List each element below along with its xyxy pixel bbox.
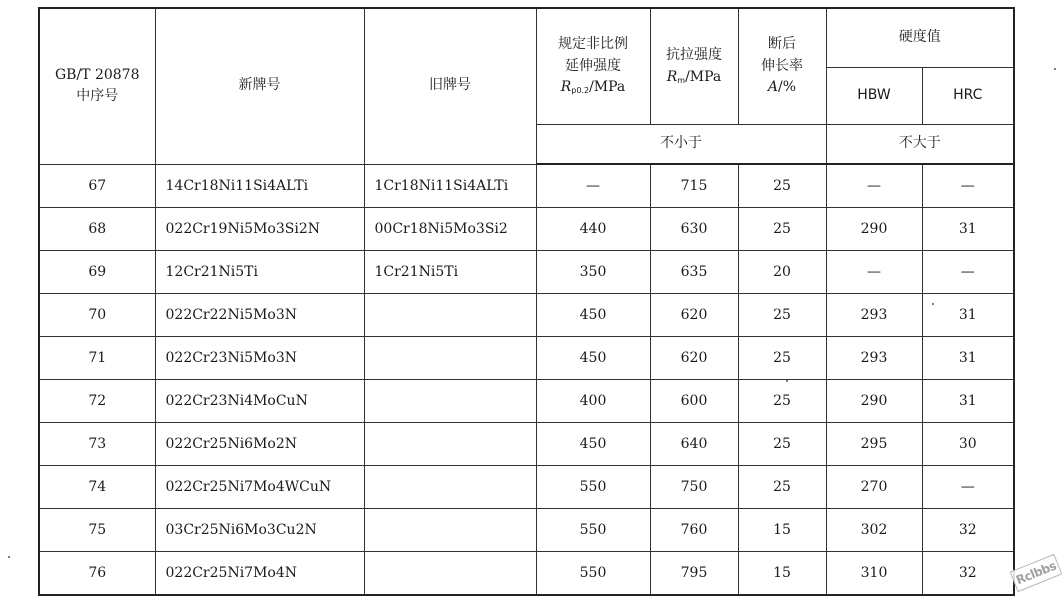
cell-hrc: 30 [922,423,1014,466]
header-hrc: HRC [922,68,1014,125]
table-row [39,337,1014,380]
cell-rm: 640 [650,423,738,466]
cell-old-grade [364,423,536,466]
cell-old-grade [364,466,536,509]
cell-seq: 69 [39,251,155,294]
cell-elongation: 25 [738,337,826,380]
cell-rp02: — [536,164,650,208]
header-elongation-unit: /% [778,79,797,96]
header-hbw: HBW [826,68,922,125]
cell-seq: 76 [39,552,155,596]
cell-seq: 75 [39,509,155,552]
scan-speck [1054,68,1056,70]
header-not-greater-than: 不大于 [826,125,1014,165]
cell-new-grade: 12Cr21Ni5Ti [155,251,364,294]
cell-elongation: 15 [738,509,826,552]
cell-seq: 68 [39,208,155,251]
cell-rp02: 450 [536,294,650,337]
cell-new-grade: 022Cr25Ni7Mo4WCuN [155,466,364,509]
cell-elongation: 25 [738,294,826,337]
header-standard-seq-label: 中序号 [76,88,119,105]
cell-elongation: 20 [738,251,826,294]
cell-elongation: 25 [738,466,826,509]
cell-hbw: 293 [826,294,922,337]
cell-old-grade [364,509,536,552]
header-elongation-line2: 伸长率 [761,57,803,74]
cell-hbw: 270 [826,466,922,509]
cell-seq: 72 [39,380,155,423]
cell-rm: 635 [650,251,738,294]
cell-rp02: 550 [536,509,650,552]
table-row [39,509,1014,552]
cell-rm: 630 [650,208,738,251]
scan-speck [932,303,934,305]
cell-seq: 70 [39,294,155,337]
header-elongation-line1: 断后 [768,35,796,52]
cell-old-grade: 1Cr21Ni5Ti [364,251,536,294]
table-row [39,552,1014,596]
header-tensile-unit: /MPa [685,68,722,85]
cell-elongation: 25 [738,380,826,423]
cell-old-grade [364,337,536,380]
cell-hrc: 31 [922,380,1014,423]
cell-old-grade [364,294,536,337]
steel-properties-table [38,7,1015,596]
header-yield-symbol-line [537,77,650,99]
table-row [39,380,1014,423]
table-row [39,466,1014,509]
cell-new-grade: 022Cr22Ni5Mo3N [155,294,364,337]
header-standard-seq [39,8,155,164]
header-yield-subscript: p0.2 [571,86,590,96]
cell-rm: 795 [650,552,738,596]
table-body [39,164,1014,595]
cell-hrc: — [922,466,1014,509]
table-header [39,8,1014,164]
cell-hbw: — [826,164,922,208]
cell-rm: 620 [650,294,738,337]
cell-rp02: 400 [536,380,650,423]
cell-old-grade: 00Cr18Ni5Mo3Si2 [364,208,536,251]
cell-rm: 760 [650,509,738,552]
header-tensile-subscript: m [677,75,686,85]
cell-new-grade: 14Cr18Ni11Si4ALTi [155,164,364,208]
table-row [39,251,1014,294]
cell-new-grade: 022Cr19Ni5Mo3Si2N [155,208,364,251]
header-elongation [738,8,826,125]
cell-seq: 73 [39,423,155,466]
cell-elongation: 25 [738,208,826,251]
cell-rp02: 450 [536,423,650,466]
watermark-logo: Rclbbs [1010,554,1062,592]
cell-rp02: 550 [536,552,650,596]
cell-rm: 750 [650,466,738,509]
cell-rp02: 440 [536,208,650,251]
scan-speck [786,380,788,382]
cell-hrc: 32 [922,552,1014,596]
cell-elongation: 25 [738,423,826,466]
header-yield-symbol: R [560,79,572,96]
cell-old-grade [364,552,536,596]
header-elongation-symbol-line [739,77,826,99]
header-tensile-symbol-line [651,67,738,89]
cell-seq: 67 [39,164,155,208]
cell-seq: 71 [39,337,155,380]
cell-new-grade: 022Cr23Ni4MoCuN [155,380,364,423]
header-old-grade: 旧牌号 [364,8,536,164]
cell-hrc: — [922,251,1014,294]
cell-rp02: 550 [536,466,650,509]
header-tensile-symbol: R [666,68,678,85]
cell-hbw: 290 [826,380,922,423]
cell-elongation: 25 [738,164,826,208]
scan-speck [8,556,10,558]
cell-rp02: 450 [536,337,650,380]
header-yield-line2: 延伸强度 [565,57,621,74]
table-row [39,164,1014,208]
header-elongation-symbol: A [767,79,779,96]
cell-old-grade [364,380,536,423]
cell-rp02: 350 [536,251,650,294]
header-yield-unit: /MPa [589,79,626,96]
cell-hrc: 32 [922,509,1014,552]
cell-seq: 74 [39,466,155,509]
table-row [39,294,1014,337]
cell-rm: 600 [650,380,738,423]
cell-hbw: 290 [826,208,922,251]
cell-new-grade: 022Cr23Ni5Mo3N [155,337,364,380]
cell-new-grade: 022Cr25Ni6Mo2N [155,423,364,466]
cell-hbw: 293 [826,337,922,380]
header-not-less-than: 不小于 [536,125,826,165]
cell-elongation: 15 [738,552,826,596]
cell-hbw: 310 [826,552,922,596]
cell-hbw: 302 [826,509,922,552]
header-hardness: 硬度值 [826,8,1014,68]
cell-new-grade: 022Cr25Ni7Mo4N [155,552,364,596]
cell-hrc: — [922,164,1014,208]
cell-rm: 620 [650,337,738,380]
cell-new-grade: 03Cr25Ni6Mo3Cu2N [155,509,364,552]
header-standard-no: GB/T 20878 [54,66,140,83]
table-row [39,208,1014,251]
cell-hbw: — [826,251,922,294]
cell-hbw: 295 [826,423,922,466]
header-yield-line1: 规定非比例 [558,35,628,52]
cell-old-grade: 1Cr18Ni11Si4ALTi [364,164,536,208]
header-tensile-line1: 抗拉强度 [666,46,722,63]
cell-hrc: 31 [922,294,1014,337]
header-yield-strength [536,8,650,125]
cell-hrc: 31 [922,337,1014,380]
cell-rm: 715 [650,164,738,208]
table-row [39,423,1014,466]
header-new-grade: 新牌号 [155,8,364,164]
header-tensile-strength [650,8,738,125]
cell-hrc: 31 [922,208,1014,251]
